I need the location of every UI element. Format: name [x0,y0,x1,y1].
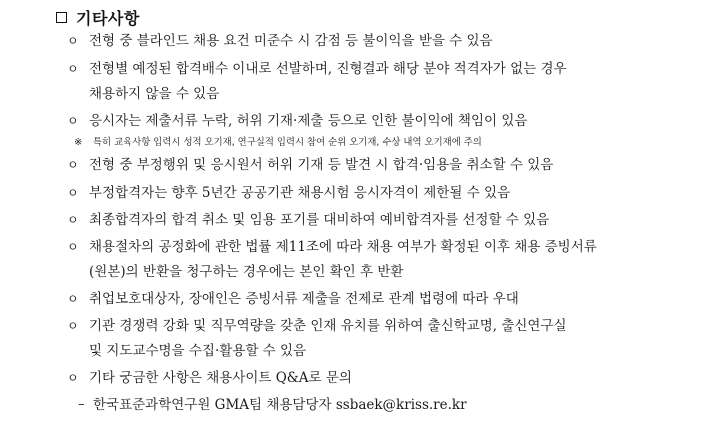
list-item [0,31,708,51]
list-item-text: 전형별 예정된 합격배수 이내로 선발하며, 진형결과 해당 분야 적격자가 없는 경우 [89,61,567,77]
bullet-circle-icon: ㅇ [67,240,79,254]
list-item [0,59,708,79]
bullet-circle-icon: ㅇ [67,186,79,200]
bullet-circle-icon: ㅇ [67,158,79,172]
bullet-circle-icon: ㅇ [67,62,79,76]
list-item-text: 응시자는 제출서류 누락, 허위 기재·제출 등으로 인한 불이익에 책임이 있음 [89,113,528,129]
list-item [0,316,708,336]
list-item-text: 채용하지 않을 수 있음 [89,86,220,102]
list-item [0,368,708,388]
list-item [0,183,708,203]
list-item [0,289,708,309]
reference-mark-icon: ※ [74,137,83,148]
list-item-text: 전형 중 블라인드 채용 요건 미준수 시 감점 등 불이익을 받을 수 있음 [89,33,493,49]
contact-line [0,395,708,415]
list-item-continuation [0,84,708,104]
list-item-continuation [0,262,708,282]
contact-text: 한국표준과학연구원 GMA팀 채용담당자 ssbaek@kriss.re.kr [93,397,467,413]
list-item-text: 기관 경쟁력 강화 및 직무역량을 갖춘 인재 유치를 위하여 출신학교명, 출신연구실 [89,318,567,334]
list-item [0,237,708,257]
list-item-text: 기타 궁금한 사항은 채용사이트 Q&A로 문의 [89,370,352,386]
list-item-text: 및 지도교수명을 수집·활용할 수 있음 [89,343,307,359]
list-item-text: (원본)의 반환을 청구하는 경우에는 본인 확인 후 반환 [89,264,404,280]
list-item [0,155,708,175]
bullet-circle-icon: ㅇ [67,114,79,128]
list-item [0,210,708,230]
section-heading [56,6,140,28]
section-title: 기타사항 [76,8,140,28]
bullet-circle-icon: ㅇ [67,213,79,227]
dash-mark: – [78,397,85,412]
list-item-text: 전형 중 부정행위 및 응시원서 허위 기재 등 발견 시 합격·임용을 취소할 수 있음 [89,157,554,173]
bullet-circle-icon: ㅇ [67,371,79,385]
list-item [0,111,708,131]
bullet-circle-icon: ㅇ [67,292,79,306]
list-item-continuation [0,341,708,361]
bullet-circle-icon: ㅇ [67,319,79,333]
checkbox-square-icon [56,12,67,23]
bullet-circle-icon: ㅇ [67,34,79,48]
list-item-text: 취업보호대상자, 장애인은 증빙서류 제출을 전제로 관계 법령에 따라 우대 [89,291,519,307]
list-item-text: 부정합격자는 향후 5년간 공공기관 채용시험 응시자격이 제한될 수 있음 [89,185,511,201]
note-line [0,135,708,151]
list-item-text: 최종합격자의 합격 취소 및 임용 포기를 대비하여 예비합격자를 선정할 수 있음 [89,212,550,228]
list-item-text: 채용절차의 공정화에 관한 법률 제11조에 따라 채용 여부가 확정된 이후 채용 증빙서류 [89,239,597,255]
note-text: 특히 교육사항 입력시 성적 오기재, 연구실적 입력시 참여 순위 오기재, 수상 내역 오기재에 주의 [93,137,482,148]
